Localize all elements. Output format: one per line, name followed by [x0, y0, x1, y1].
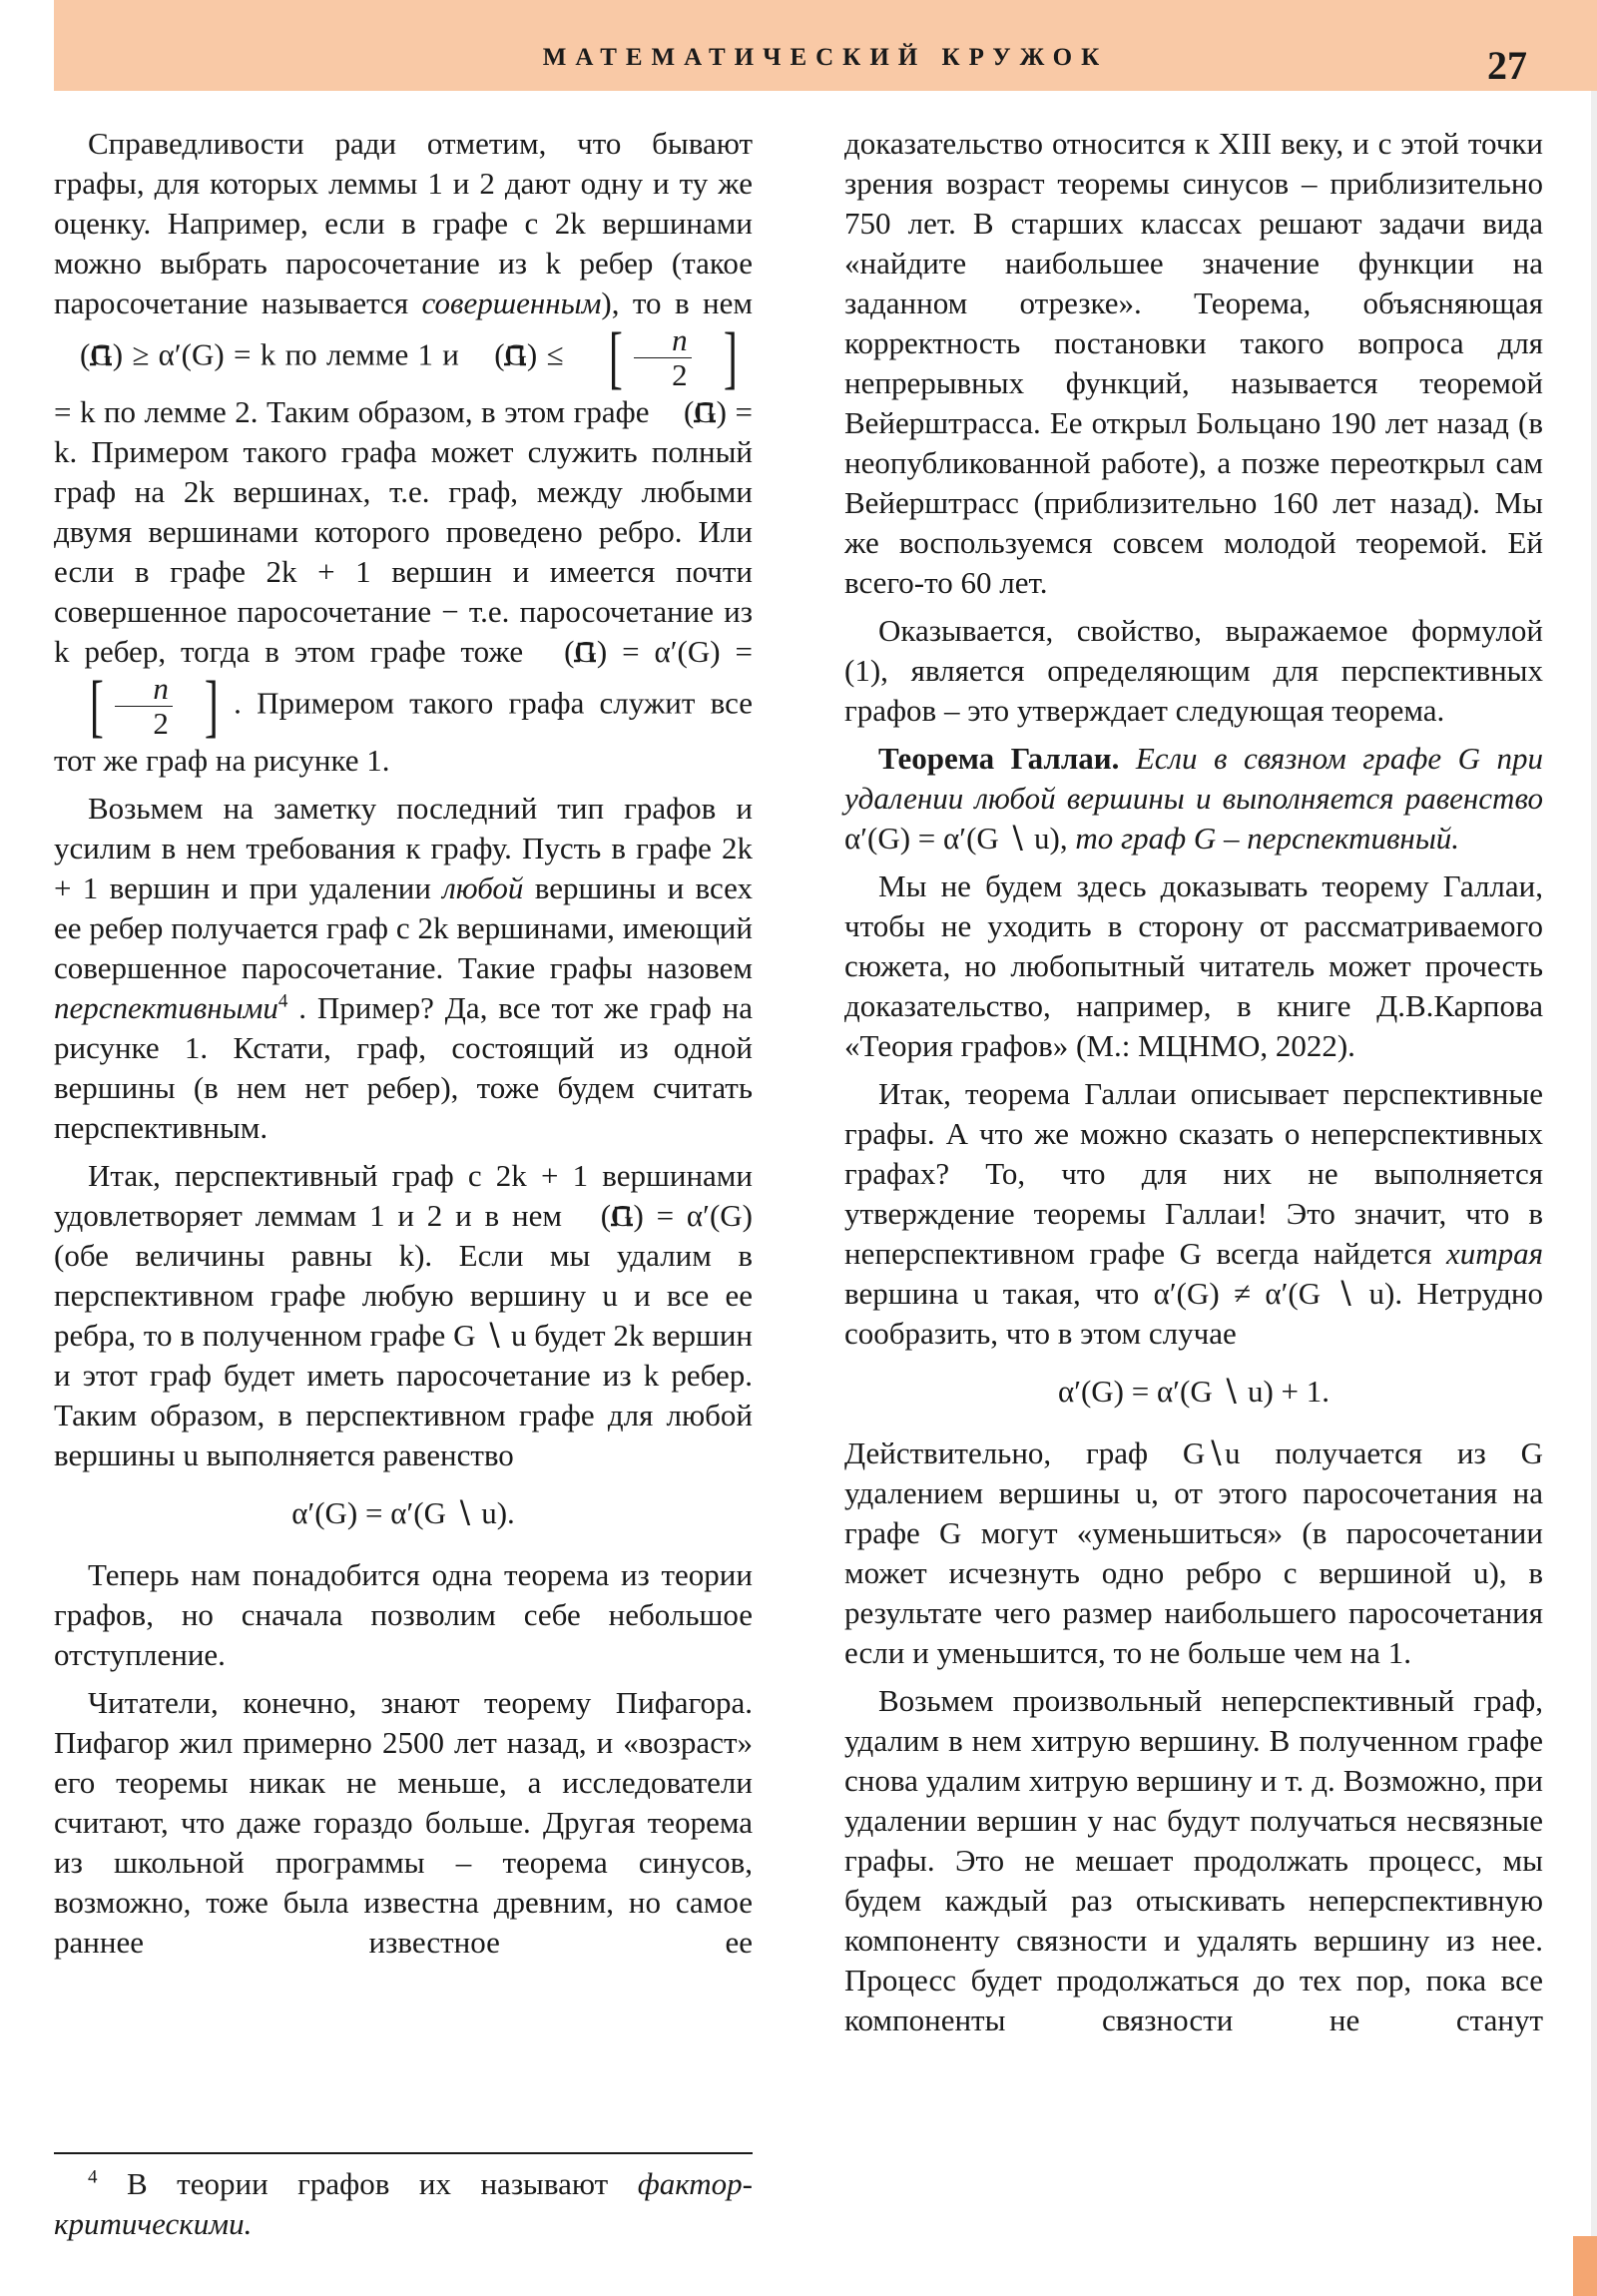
italic-text: совершенным [421, 286, 602, 320]
italic-text: фактор-критическими. [54, 2166, 753, 2241]
right-column [844, 124, 1543, 2048]
text-run: Итак, теорема Галлаи описывает перспективные графы. А что же можно сказать о неперспективных графах? То, что для них не выполняется утверждение теоремы Галлаи! Это значит, что в неперспективном графе G всегда найдется [844, 1076, 1543, 1271]
journal-section-title: МАТЕМАТИЧЕСКИЙ КРУЖОК [542, 44, 1109, 71]
text-run: . Пример? Да, все тот же граф на рисунке 1. Кстати, граф, состоящий из одной вершины (в нем нет ребер), тоже будем считать перспективным. [54, 990, 753, 1145]
paragraph [844, 1434, 1543, 1673]
fraction [634, 323, 692, 392]
numerator: n [634, 323, 692, 358]
right-bracket: ] [204, 667, 219, 745]
paragraph [844, 739, 1543, 859]
matching-number-symbol [576, 1197, 600, 1219]
left-bracket: [ [608, 318, 623, 396]
display-formula [844, 1372, 1543, 1412]
text-run: (G) = α′(G) = [564, 634, 753, 669]
text-run: Теперь нам понадобится одна теорема из теории графов, но сначала позволим себе небольшое отступление. [54, 1557, 753, 1672]
numerator: n [115, 672, 173, 707]
text-run: (G) = α′(G) (обе величины равны k). Если мы удалим в перспективном графе любую вершину u и все ее ребра, то в полученном графе G ∖ u будет 2k вершин и этот граф будет иметь паросочетание из k ребер. Таким образом, в перспективном графе для любой вершины u выполняется равенство [54, 1198, 753, 1472]
text-run: α′(G) = α′(G ∖ u), [844, 821, 1068, 856]
text-run: В теории графов их называют [97, 2166, 638, 2201]
text-run: вершина u такая, что α′(G) ≠ α′(G ∖ u). Нетрудно сообразить, что в этом случае [844, 1276, 1543, 1351]
italic-text: Если в связном графе G при удалении любой вершины и выполняется равенство [844, 741, 1543, 816]
text-run: доказательство относится к XIII веку, и с этой точки зрения возраст теоремы синусов – приблизительно 750 лет. В старших классах решают задачи вида «найдите наибольшее значение функции на заданном отрезке». Теорема, объясняющая корректность постановки такого вопроса для непрерывных функций, называется теоремой Вейерштрасса. Ее открыл Больцано 190 лет назад (в неопубликованной работе), а позже переоткрыл сам Вейерштрасс (приблизительно 160 лет назад). Мы же воспользуемся совсем молодой теоремой. Ей всего-то 60 лет. [844, 126, 1543, 600]
footnote-marker: 4 [277, 990, 288, 1012]
text-run: (G) ≥ α′(G) = k по лемме 1 и [80, 336, 469, 372]
paragraph [54, 1683, 753, 1963]
paragraph [54, 1555, 753, 1675]
paragraph [54, 124, 753, 781]
text-run: Итак, перспективный граф с 2k + 1 вершинами удовлетворяет леммам 1 и 2 и в нем [54, 1158, 753, 1233]
theorem-title: Теорема Галлаи. [878, 741, 1120, 776]
text-run: Справедливости ради отметим, что бывают графы, для которых леммы 1 и 2 дают одну и ту же оценку. Например, если в графе с 2k вершинами можно выбрать паросочетание из k ребер (такое паросочетание называется [54, 126, 753, 320]
text-run: (G) = k. Примером такого графа может служить полный граф на 2k вершинах, т.е. граф, между любыми двумя вершинами которого проведено ребро. Или если в графе 2k + 1 вершин и имеется почти совершенное паросочетание − т.е. паросочетание из k ребер, тогда в этом графе тоже [54, 394, 753, 669]
left-column [54, 124, 753, 1971]
text-run: Возьмем на заметку последний тип графов и усилим в нем требования к графу. Пусть в графе 2k + 1 вершин и при удалении [54, 791, 753, 905]
page-number: 27 [1487, 43, 1527, 88]
matching-number-symbol [659, 393, 683, 415]
text-run: α′(G) = α′(G ∖ u) + 1. [1057, 1374, 1331, 1409]
paragraph [844, 124, 1543, 603]
text-run: ), то в нем [601, 286, 753, 320]
matching-number-symbol [55, 336, 79, 358]
footnote-divider [54, 2152, 753, 2154]
paragraph [844, 611, 1543, 731]
text-run: = k по лемме 2. Таким образом, в этом графе [54, 394, 658, 429]
text-run: Мы не будем здесь доказывать теорему Галлаи, чтобы не уходить в сторону от рассматриваемого сюжета, но любопытный читатель может прочесть доказательство, например, в книге Д.В.Карпова «Теория графов» (М.: МЦНМО, 2022). [844, 868, 1543, 1063]
corner-tab [1573, 2236, 1597, 2296]
text-run: Действительно, граф G∖u получается из G удалением вершины u, от этого паросочетания на графе G могут «уменьшиться» (в паросочетании может исчезнуть одно ребро с вершиной u), в результате чего размер наибольшего паросочетания если и уменьшится, то не больше чем на 1. [844, 1435, 1543, 1670]
text-run: (G) ≤ [494, 336, 573, 372]
footnote [54, 2164, 753, 2244]
matching-number-symbol [469, 336, 493, 358]
running-header [54, 0, 1597, 91]
italic-text: любой [442, 870, 524, 905]
left-bracket: [ [89, 667, 104, 745]
fraction [115, 672, 173, 741]
italic-text: хитрая [1445, 1236, 1543, 1271]
floor-fraction [58, 667, 230, 745]
display-formula [54, 1493, 753, 1533]
paragraph [844, 1074, 1543, 1354]
text-run: Читатели, конечно, знают теорему Пифагора. Пифагор жил примерно 2500 лет назад, и «возраст» его теоремы никак не меньше, а исследователи считают, что даже гораздо больше. Другая теорема из школьной программы – теорема синусов, возможно, тоже была известна древним, но самое раннее известное ее [54, 1685, 753, 1960]
text-run: Оказывается, свойство, выражаемое формулой (1), является определяющим для перспективных графов – это утверждает следующая теорема. [844, 613, 1543, 728]
text-run: вершины и всех ее ребер получается граф с 2k вершинами, имеющий совершенное паросочетание. Такие графы назовем [54, 870, 753, 985]
text-run: . Примером такого графа служит все тот же граф на рисунке 1. [54, 685, 753, 778]
right-bracket: ] [723, 318, 738, 396]
text-run: Возьмем произвольный неперспективный граф, удалим в нем хитрую вершину. В полученном графе снова удалим хитрую вершину и т. д. Возможно, при удалении вершин у нас будут получаться несвязные графы. Это не мешает продолжать процесс, мы будем каждый раз отыскивать неперспективную компоненту связности и удалять вершину из нее. Процесс будет продолжаться до тех пор, пока все компоненты связности не станут [844, 1683, 1543, 2037]
italic-text: то граф G – перспективный. [1067, 821, 1460, 856]
text-run: α′(G) = α′(G ∖ u). [291, 1495, 515, 1530]
footnote-marker: 4 [88, 2166, 98, 2188]
page-edge [1591, 91, 1597, 2237]
floor-fraction [577, 318, 749, 396]
paragraph [844, 1681, 1543, 2040]
denominator: 2 [153, 706, 169, 741]
matching-number-symbol [539, 633, 563, 655]
paragraph [54, 1156, 753, 1475]
denominator: 2 [672, 357, 688, 392]
paragraph [54, 789, 753, 1148]
paragraph [844, 866, 1543, 1066]
italic-text: перспективными [54, 990, 278, 1025]
